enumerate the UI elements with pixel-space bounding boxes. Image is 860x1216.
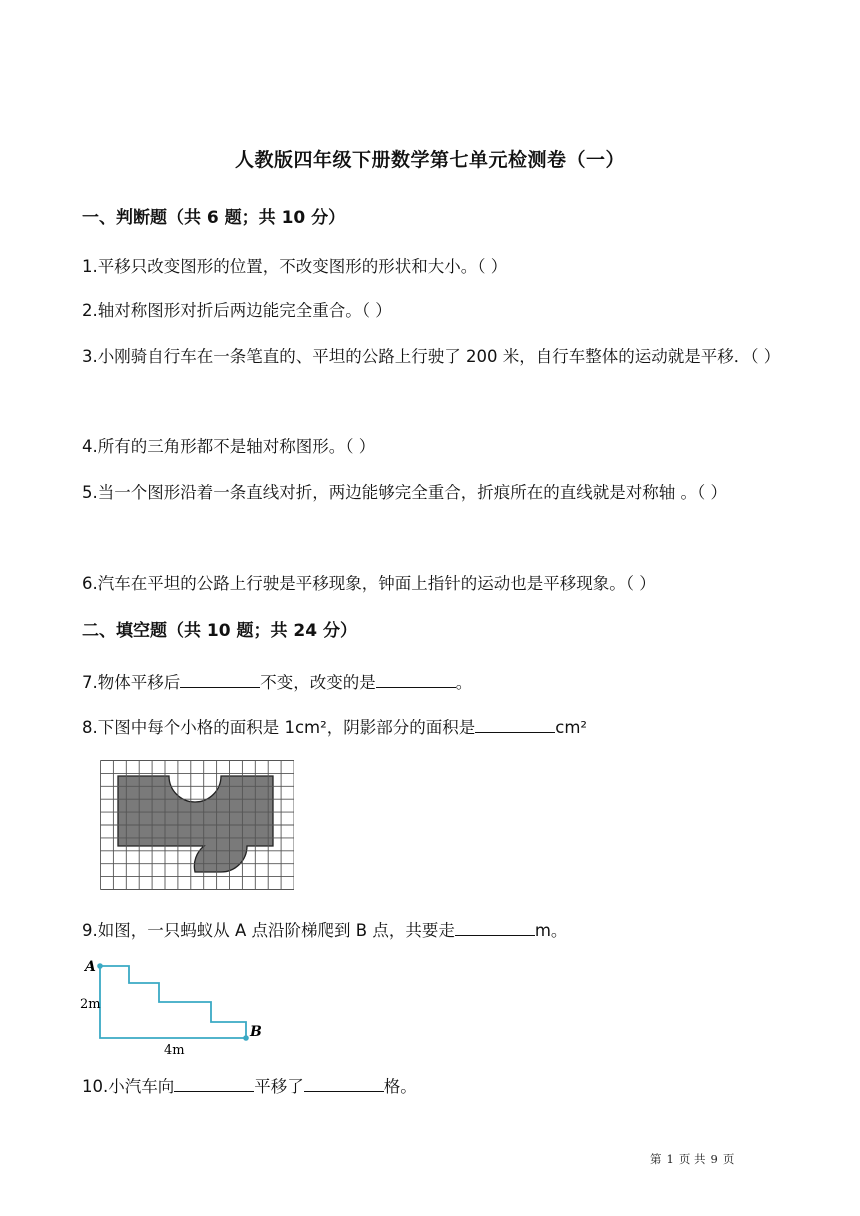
label-width: 4m (164, 1043, 185, 1058)
footer-label: 第 (650, 1152, 662, 1166)
question-7-text-b: 不变，改变的是 (260, 673, 376, 692)
footer-page-number: 1 (666, 1152, 674, 1166)
answer-blank[interactable] (475, 716, 555, 733)
question-2: 2.轴对称图形对折后两边能完全重合。（ ） (82, 301, 392, 320)
question-8 (82, 716, 782, 739)
answer-blank[interactable] (180, 671, 260, 688)
question-4: 4.所有的三角形都不是轴对称图形。（ ） (82, 437, 376, 456)
question-1: 1.平移只改变图形的位置，不改变图形的形状和大小。（ ） (82, 257, 508, 276)
question-10-text-c: 格。 (383, 1077, 417, 1096)
question-8-text-a: 8.下图中每个小格的面积是 1cm²，阴影部分的面积是 (82, 718, 476, 737)
question-10-text-a: 10.小汽车向 (82, 1077, 175, 1096)
footer-end: 页 (722, 1152, 735, 1166)
question-9-text-a: 9.如图，一只蚂蚁从 A 点沿阶梯爬到 B 点，共要走 (82, 921, 455, 940)
answer-blank[interactable] (376, 671, 456, 688)
footer-total-pages: 9 (710, 1152, 718, 1166)
shaded-region (118, 776, 273, 872)
answer-blank[interactable] (304, 1075, 384, 1092)
page-title: 人教版四年级下册数学第七单元检测卷（一） (234, 149, 625, 171)
label-height: 2m (80, 997, 101, 1012)
question-6: 6.汽车在平坦的公路上行驶是平移现象，钟面上指针的运动也是平移现象。（ ） (82, 574, 656, 593)
question-10-text-b: 平移了 (254, 1077, 304, 1096)
question-10 (82, 1075, 782, 1098)
question-9 (82, 919, 782, 942)
question-7 (82, 671, 782, 694)
question-3: 3.小刚骑自行车在一条笔直的、平坦的公路上行驶了 200 米，自行车整体的运动就是平移．（ ） (82, 347, 781, 366)
stairs-figure (78, 952, 268, 1062)
question-7-text-a: 7.物体平移后 (82, 673, 181, 692)
answer-blank[interactable] (455, 919, 535, 936)
point-b-marker (243, 1035, 249, 1041)
stairs-path (100, 966, 246, 1038)
question-7-text-c: 。 (455, 673, 473, 692)
page-footer (650, 1151, 739, 1167)
question-5: 5.当一个图形沿着一条直线对折，两边能够完全重合，折痕所在的直线就是对称轴 。（ ） (82, 483, 727, 502)
point-a-marker (97, 963, 103, 969)
grid-figure (100, 760, 294, 898)
footer-mid: 页 共 (678, 1152, 706, 1166)
section-heading-judgement: 一、判断题（共 6 题；共 10 分） (82, 208, 346, 228)
section-heading-fill-blank: 二、填空题（共 10 题；共 24 分） (82, 621, 357, 641)
label-a: A (85, 959, 96, 975)
question-9-text-b: m。 (534, 921, 568, 940)
answer-blank[interactable] (174, 1075, 254, 1092)
label-b: B (250, 1024, 262, 1040)
question-8-text-b: cm² (555, 718, 588, 737)
